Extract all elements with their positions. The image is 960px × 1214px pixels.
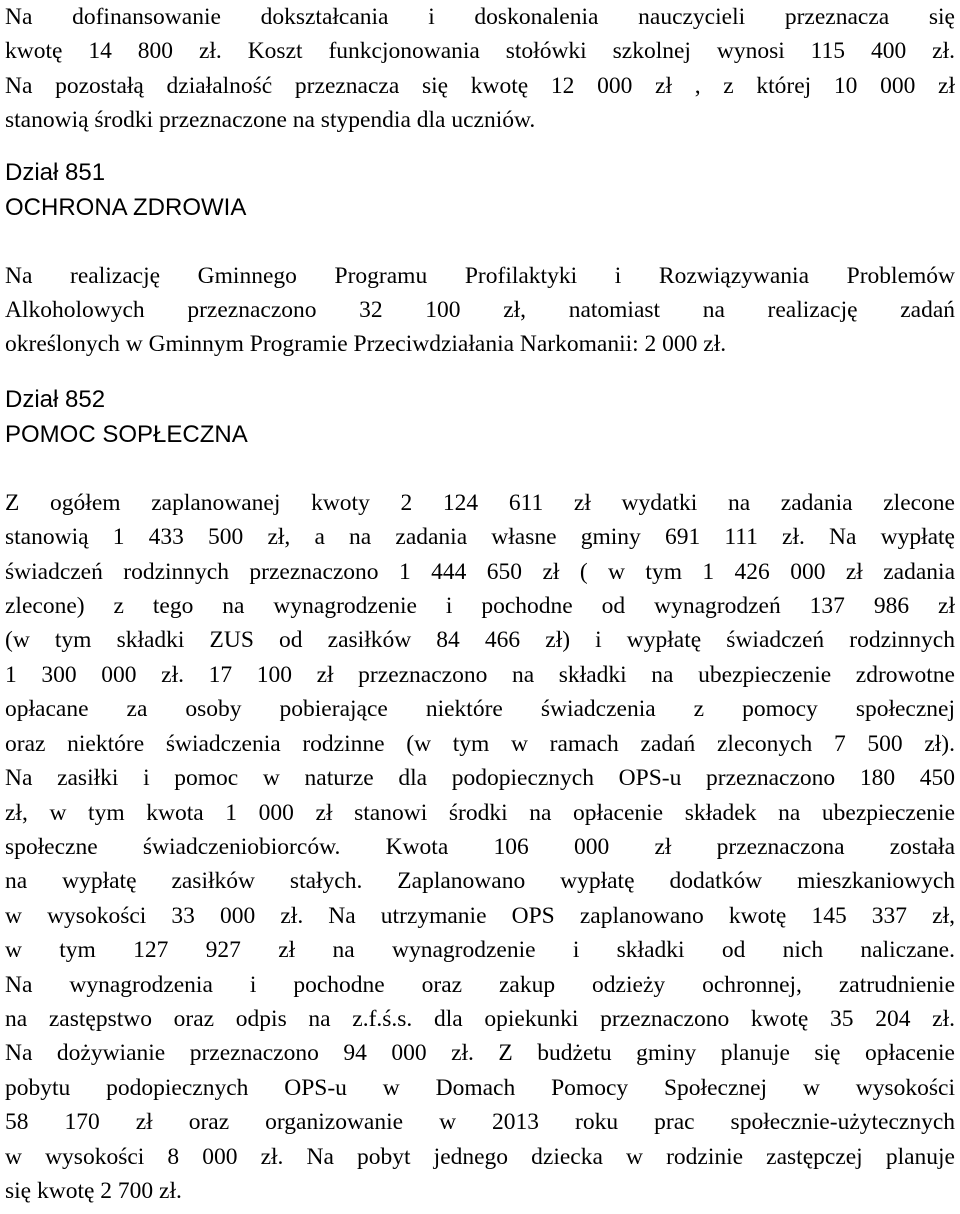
- text-line: społeczne świadczeniobiorców. Kwota 106 000 zł przeznaczona została: [5, 833, 955, 860]
- text-line: Z ogółem zaplanowanej kwoty 2 124 611 zł wydatki na zadania zlecone: [5, 489, 955, 516]
- section-852-paragraph: [5, 486, 955, 1209]
- text-line: w wysokości 8 000 zł. Na pobyt jednego dziecka w rodzinie zastępczej planuje: [5, 1143, 955, 1170]
- text-line: na zastępstwo oraz odpis na z.f.ś.s. dla opiekunki przeznaczono kwotę 35 204 zł.: [5, 1005, 955, 1032]
- text-line: Na dożywianie przeznaczono 94 000 zł. Z budżetu gminy planuje się opłacenie: [5, 1040, 955, 1067]
- text-line: świadczeń rodzinnych przeznaczono 1 444 650 zł ( w tym 1 426 000 zł zadania: [5, 558, 955, 585]
- text-line: opłacane za osoby pobierające niektóre świadczenia z pomocy społecznej: [5, 696, 955, 723]
- text-line: kwotę 14 800 zł. Koszt funkcjonowania stołówki szkolnej wynosi 115 400 zł.: [5, 38, 955, 65]
- text-line: zlecone) z tego na wynagrodzenie i pochodne od wynagrodzeń 137 986 zł: [5, 593, 955, 620]
- text-line: w tym 127 927 zł na wynagrodzenie i składki od nich naliczane.: [5, 937, 955, 964]
- intro-paragraph: [5, 0, 955, 138]
- document-page: [5, 0, 955, 1208]
- text-line: w wysokości 33 000 zł. Na utrzymanie OPS zaplanowano kwotę 145 337 zł,: [5, 902, 955, 929]
- section-852-title: POMOC SOPŁECZNA: [5, 420, 248, 448]
- text-line: zł, w tym kwota 1 000 zł stanowi środki na opłacenie składek na ubezpieczenie: [5, 799, 955, 826]
- text-line: Na wynagrodzenia i pochodne oraz zakup odzieży ochronnej, zatrudnienie: [5, 971, 955, 998]
- text-line: (w tym składki ZUS od zasiłków 84 466 zł) i wypłatę świadczeń rodzinnych: [5, 627, 955, 654]
- section-851-paragraph: [5, 259, 955, 362]
- text-line: stanowią środki przeznaczone na stypendia dla uczniów.: [5, 107, 536, 134]
- text-line: 58 170 zł oraz organizowanie w 2013 roku prac społecznie-użytecznych: [5, 1109, 955, 1136]
- text-line: Na dofinansowanie dokształcania i doskonalenia nauczycieli przeznacza się: [5, 4, 955, 30]
- section-851-label: Dział 851: [5, 158, 106, 186]
- section-851-title: OCHRONA ZDROWIA: [5, 193, 247, 221]
- text-line: Alkoholowych przeznaczono 32 100 zł, natomiast na realizację zadań: [5, 297, 955, 324]
- text-line: 1 300 000 zł. 17 100 zł przeznaczono na składki na ubezpieczenie zdrowotne: [5, 661, 955, 688]
- text-line: oraz niektóre świadczenia rodzinne (w tym w ramach zadań zleconych 7 500 zł).: [5, 730, 955, 757]
- text-line: pobytu podopiecznych OPS-u w Domach Pomocy Społecznej w wysokości: [5, 1074, 955, 1101]
- text-line: stanowią 1 433 500 zł, a na zadania własne gminy 691 111 zł. Na wypłatę: [5, 524, 955, 551]
- text-line: określonych w Gminnym Programie Przeciwdziałania Narkomanii: 2 000 zł.: [5, 331, 727, 358]
- text-line: się kwotę 2 700 zł.: [5, 1177, 182, 1204]
- section-852-label: Dział 852: [5, 385, 106, 413]
- text-line: na wypłatę zasiłków stałych. Zaplanowano wypłatę dodatków mieszkaniowych: [5, 868, 955, 895]
- text-line: Na zasiłki i pomoc w naturze dla podopiecznych OPS-u przeznaczono 180 450: [5, 765, 955, 792]
- text-line: Na realizację Gminnego Programu Profilaktyki i Rozwiązywania Problemów: [5, 262, 955, 289]
- text-line: Na pozostałą działalność przeznacza się kwotę 12 000 zł , z której 10 000 zł: [5, 72, 955, 99]
